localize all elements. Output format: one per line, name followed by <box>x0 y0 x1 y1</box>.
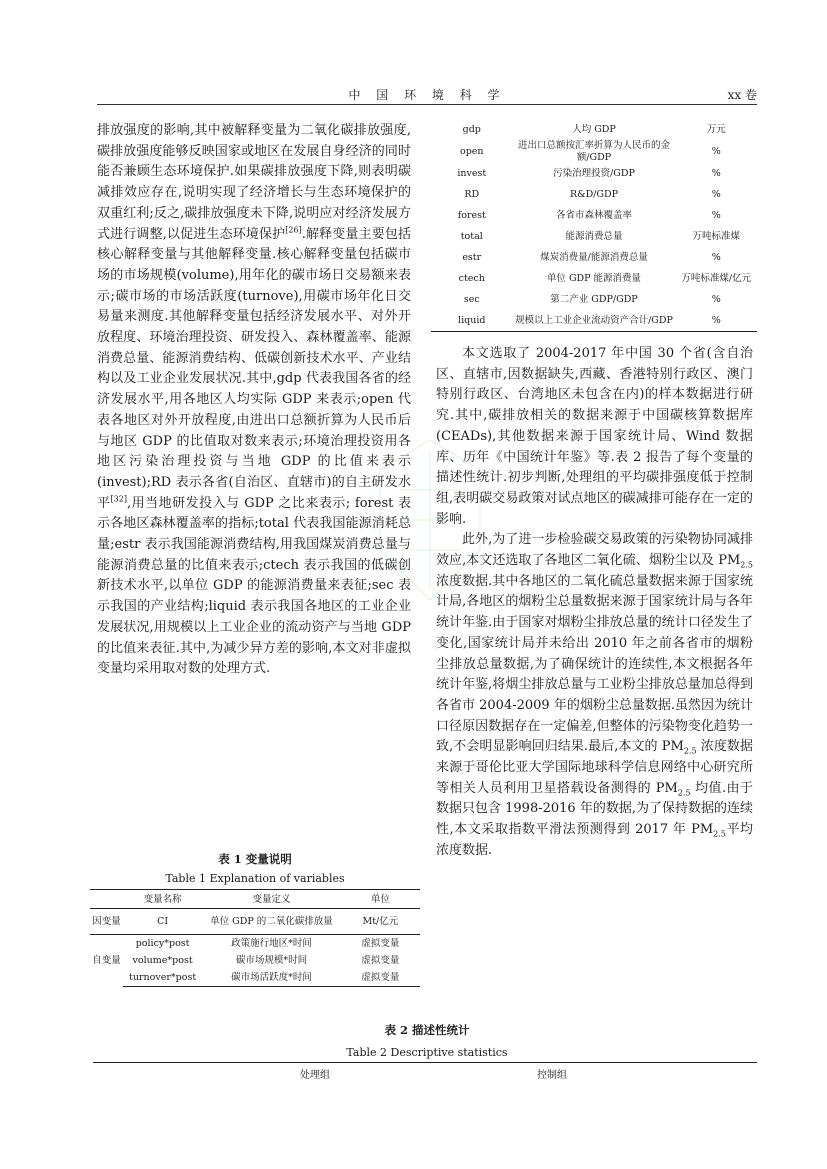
table1-caption: 表 1 变量说明 <box>218 852 292 866</box>
table-cell: 污染治理投资/GDP <box>553 167 635 179</box>
table-cell: % <box>711 293 721 305</box>
subscript: 2.5 <box>683 746 697 756</box>
table-cell: RD <box>464 188 480 200</box>
table-cell: gdp <box>462 123 481 135</box>
table-row <box>431 268 757 289</box>
table1 <box>90 889 420 987</box>
paragraph-text: 浓度数据来源于哥伦比亚大学国际地球科学信息网络中心研究所等相关人员利用卫星搭载设备测得的 PM <box>436 739 753 796</box>
table-row <box>431 140 757 163</box>
table-cell: 能源消费总量 <box>565 230 623 242</box>
table-row <box>431 310 757 331</box>
paragraph-text: 浓度数据.其中各地区的二氧化硫总量数据来源于国家统计局,各地区的烟粉尘总量数据来源于国家统计局与各年统计年鉴.由于国家对烟粉尘排放总量的统计口径发生了变化,国家统计局并未给出 2010 年之前各省市的烟粉尘排放总量数据,为了确保统计的连续性,本文根据各年统计年鉴,将烟尘排放总量与工业粉尘排放总量加总得到各省市 2004-2009 年的烟粉尘总量数据.虽然因为统计口径原因数据存在一定偏差,但整体的污染物变化趋势一致,不会明显影响回归结果.最后,本文的 PM <box>436 573 753 755</box>
subscript: 2.5 <box>713 829 726 839</box>
table-cell: % <box>676 310 758 331</box>
table-cell: CI <box>157 916 169 927</box>
header-rule <box>97 104 757 105</box>
table-cell: Mt/亿元 <box>362 916 399 927</box>
table-cell: 万吨标准煤/亿元 <box>681 272 752 284</box>
table-cell: ctech <box>458 272 485 284</box>
paragraph-text: 平均浓度数据. <box>436 822 753 858</box>
paragraph-text: 均值.由于数据只包含 1998-2016 年的数据,为了保持数据的连续性,本文采取指数平滑法预测得到 2017 年 PM <box>436 780 753 838</box>
table-cell: 进出口总额按汇率折算为人民币的金额/GDP <box>517 140 670 163</box>
table-cell: % <box>711 188 721 200</box>
table-cell: 各省市森林覆盖率 <box>555 209 632 221</box>
subscript: 2.5 <box>740 560 753 570</box>
citation[interactable]: [26] <box>285 225 302 235</box>
group-label: 自变量 <box>90 935 123 987</box>
table-row <box>431 289 757 310</box>
citation[interactable]: [32] <box>110 494 127 504</box>
running-header <box>97 86 757 102</box>
table-row <box>431 163 757 184</box>
table-cell: % <box>711 251 721 263</box>
table-header: 变量名称 <box>123 890 202 909</box>
table-header <box>90 890 123 909</box>
table2-top-rule <box>93 1062 757 1063</box>
table2-caption-en: Table 2 Descriptive statistics <box>346 1046 508 1059</box>
table-cell: % <box>711 209 721 221</box>
table-cell: 单位 GDP 的二氧化碳排放量 <box>210 916 333 927</box>
table-cell: 煤炭消费量/能源消费总量 <box>540 251 648 263</box>
table-row <box>431 247 757 268</box>
table-cell: 人均 GDP <box>572 123 616 135</box>
table1-continuation <box>431 119 757 332</box>
table-cell: 虚拟变量 <box>361 954 400 966</box>
table-cell: 规模以上工业企业流动资产合计/GDP <box>513 310 676 331</box>
paragraph-text: 排放强度的影响,其中被解释变量为二氧化碳排放强度,碳排放强度能够反映国家或地区在发展自身经济的同时能否兼顾生态环境保护.如果碳排放强度下降,则表明碳减排效应存在,说明实现了经济增长与生态环境保护的双重红利;反之,碳排放强度未下降,说明应对经济发展方式进行调整,以促进生态环境保护 <box>97 123 411 242</box>
table1-caption-en: Table 1 Explanation of variables <box>165 872 345 885</box>
table-cell: sec <box>463 293 480 305</box>
right-column <box>436 344 753 862</box>
table2-group-control: 控制组 <box>537 1070 567 1081</box>
table-cell: % <box>711 167 721 179</box>
volume-number: xx 卷 <box>727 88 757 102</box>
table-header: 单位 <box>341 890 420 909</box>
table-cell: 虚拟变量 <box>341 969 420 987</box>
table-cell: liquid <box>431 310 513 331</box>
table-cell: open <box>459 145 484 157</box>
table-row <box>431 226 757 247</box>
paragraph-text: ,用当地研发投入与 GDP 之比来表示; forest 表示各地区森林覆盖率的指标;total 代表我国能源消耗总量;estr 表示我国能源消费结构,用我国煤炭消费总量与能源消费总量的比值来表示;ctech 表示我国的低碳创新技术水平,以单位 GDP 的能源消费量来表征;sec 表示我国的产业结构;liquid 表示我国各地区的工业企业发展状况,用规模以上工业企业的流动资产与当地 GDP 的比值来表征.其中,为减少异方差的影响,本文对非虚拟变量均采用取对数的处理方式. <box>97 495 411 677</box>
table2-caption: 表 2 描述性统计 <box>384 1023 470 1037</box>
table-cell: estr <box>462 251 482 263</box>
body-paragraph <box>436 530 753 861</box>
table-cell: forest <box>457 209 486 221</box>
table-cell: invest <box>457 167 487 179</box>
table-cell: volume*post <box>132 954 193 966</box>
table-cell: 碳市场活跃度*时间 <box>202 969 341 987</box>
table-cell: 虚拟变量 <box>341 935 420 952</box>
table-cell: turnover*post <box>123 969 202 987</box>
table-cell: 单位 GDP 能源消费量 <box>546 272 642 284</box>
table-header: 变量定义 <box>202 890 341 909</box>
left-column <box>97 121 411 680</box>
table-cell: 第二产业 GDP/GDP <box>550 293 638 305</box>
table-cell: policy*post <box>123 935 202 952</box>
journal-name: 中 国 环 境 科 学 <box>348 88 506 102</box>
table-cell: total <box>460 230 483 242</box>
table-cell: 万吨标准煤 <box>692 230 740 242</box>
body-paragraph: 本文选取了 2004-2017 年中国 30 个省(含自治区、直辖市,因数据缺失,西藏、香港特别行政区、澳门特别行政区、台湾地区未包含在内)的样本数据进行研究.其中,碳排放相关的数据来源于中国碳核算数据库(CEADs),其他数据来源于国家统计局、Wind 数据库、历年《中国统计年鉴》等.表 2 报告了每个变量的描述性统计.初步判断,处理组的平均碳排强度低于控制组,表明碳交易政策对试点地区的碳减排可能存在一定的影响. <box>436 346 753 527</box>
table-cell: 万元 <box>706 123 726 135</box>
table-row <box>431 119 757 140</box>
table-cell: 碳市场规模*时间 <box>235 954 308 966</box>
table-cell: 政策施行地区*时间 <box>202 935 341 952</box>
body-paragraph <box>97 121 411 680</box>
table-cell: R&D/GDP <box>569 188 619 200</box>
paragraph-text: 此外,为了进一步检验碳交易政策的污染物协同减排效应,本文还选取了各地区二氧化硫、烟粉尘以及 PM <box>436 532 753 569</box>
paragraph-text: .解释变量主要包括核心解释变量与其他解释变量.核心解释变量包括碳市场的市场规模(volume),用年化的碳市场日交易额来表示;碳市场的市场活跃度(turnove),用碳市场年化日交易量来测度.其他解释变量包括经济发展水平、对外开放程度、环境治理投资、研发投入、森林覆盖率、能源消费总量、能源消费结构、低碳创新技术水平、产业结构以及工业企业发展状况.其中,gdp 代表我国各省的经济发展水平,用各地区人均实际 GDP 来表示;open 代表各地区对外开放程度,由进出口总额折算为人民币后与地区 GDP 的比值取对数来表示;环境治理投资用各地区污染治理投资与当地 GDP 的比值来表示(invest);RD 表示各省(自治区、直辖市)的自主研发水平 <box>97 226 411 511</box>
table-cell: % <box>711 145 721 157</box>
table-row <box>431 184 757 205</box>
table2-group-treatment: 处理组 <box>300 1070 330 1081</box>
table-row <box>431 205 757 226</box>
group-label: 因变量 <box>92 916 121 927</box>
subscript: 2.5 <box>677 788 691 798</box>
